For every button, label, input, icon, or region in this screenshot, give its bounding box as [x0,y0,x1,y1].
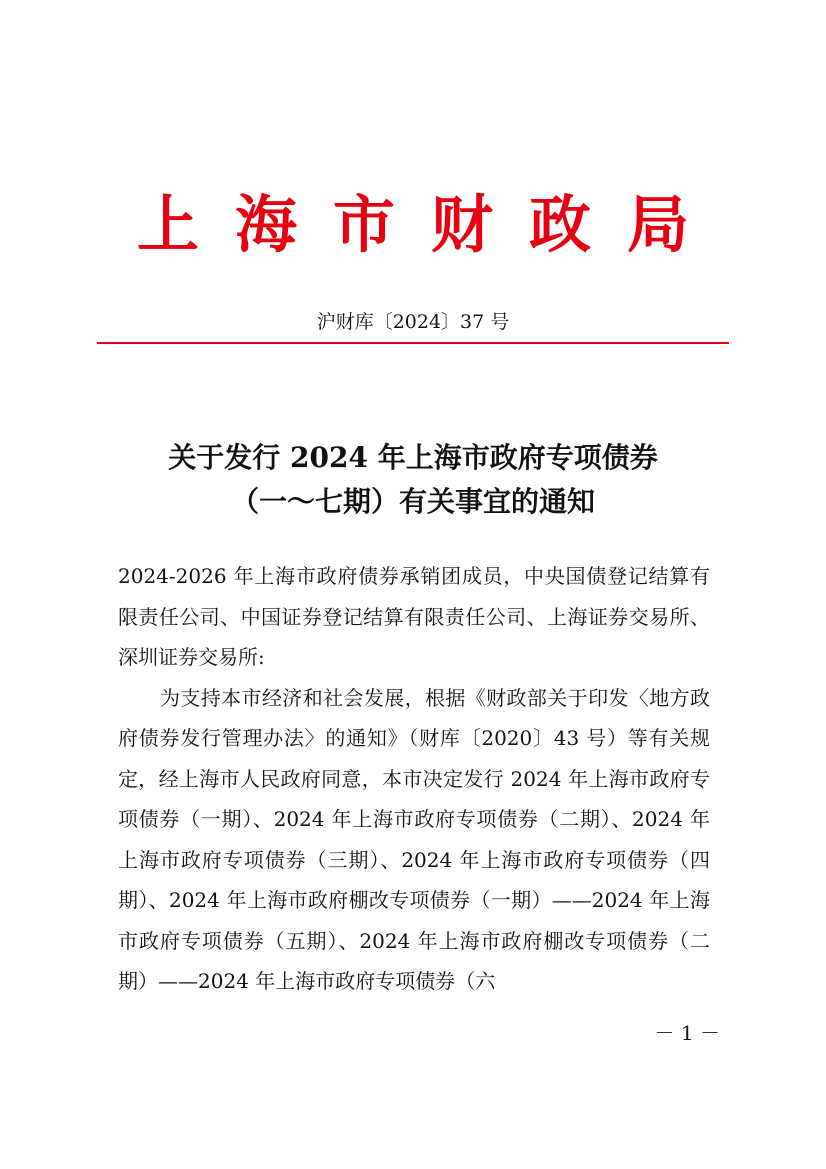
page-number: － 1 － [654,1021,720,1045]
document-title-line-2: （一～七期）有关事宜的通知 [230,485,595,518]
document-body [118,556,710,1002]
document-title [0,436,826,524]
body-paragraph-1: 为支持本市经济和社会发展，根据《财政部关于印发〈地方政府债券发行管理办法〉的通知》（财库〔2020〕43 号）等有关规定，经上海市人民政府同意，本市决定发行 2024 年上海市政府专项债券（一期）、2024 年上海市政府专项债券（二期）、2024 年上海市政府专项债券（三期）、2024 年上海市政府专项债券（四期）、2024 年上海市政府棚改专项债券（一期）——2024 年上海市政府专项债券（五期）、2024 年上海市政府棚改专项债券（二期）——2024 年上海市政府专项债券（六 [118,685,710,993]
document-number: 沪财库〔2024〕37 号 [316,311,510,333]
masthead: 上海市财政局 [136,188,725,261]
document-title-line-1: 关于发行 2024 年上海市政府专项债券 [168,441,658,474]
addressee-paragraph: 2024-2026 年上海市政府债券承销团成员，中央国债登记结算有限责任公司、中国证券登记结算有限责任公司、上海证券交易所、深圳证券交易所: [118,564,710,669]
red-divider-rule [97,342,729,344]
